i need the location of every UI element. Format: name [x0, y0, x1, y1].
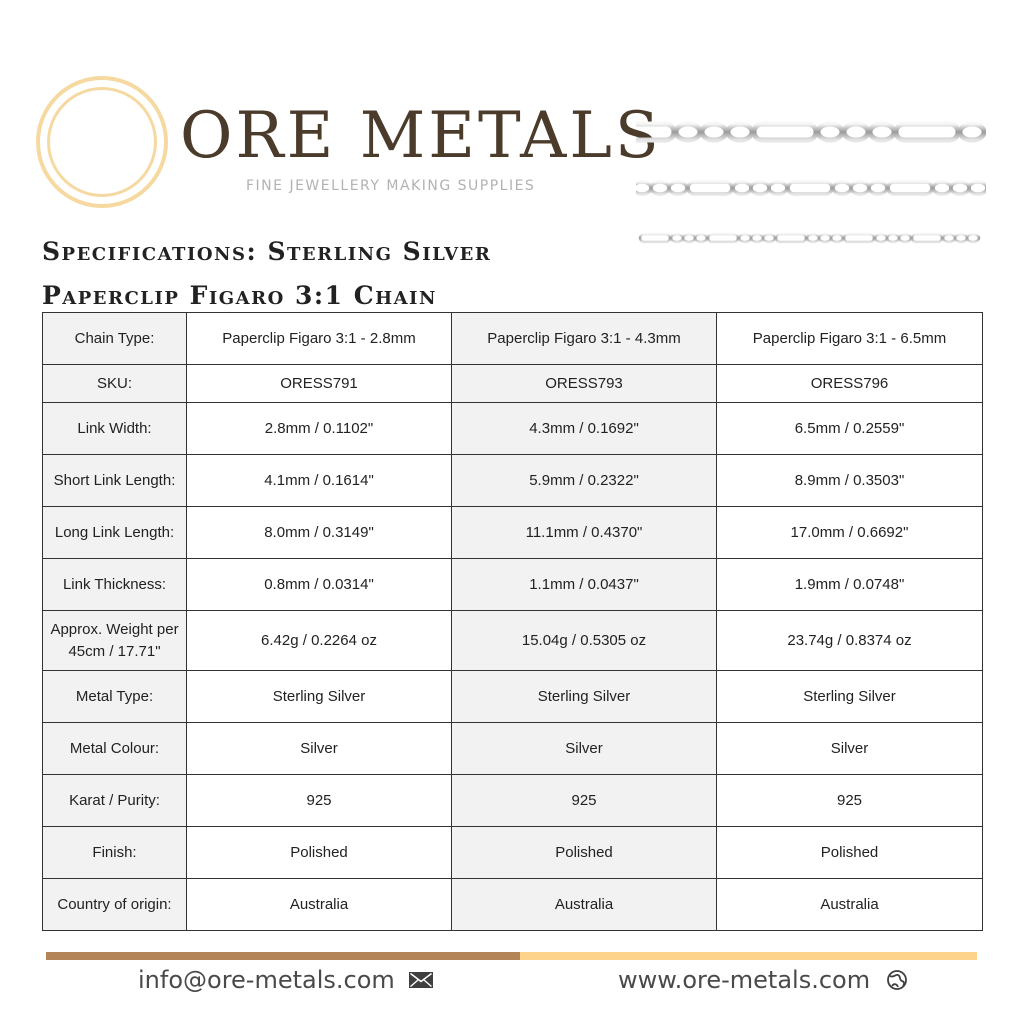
row-label: Metal Type:	[43, 671, 187, 723]
cell-value: 5.9mm / 0.2322"	[452, 455, 717, 507]
cell-value: Silver	[452, 723, 717, 775]
globe-icon	[886, 969, 908, 991]
spec-title	[42, 230, 491, 318]
cell-value: 925	[187, 775, 452, 827]
table-row-country-of-origin	[43, 879, 983, 931]
cell-value: 6.42g / 0.2264 oz	[187, 611, 452, 671]
row-label: Approx. Weight per 45cm / 17.71"	[43, 611, 187, 671]
cell-value: Polished	[717, 827, 983, 879]
cell-value: Paperclip Figaro 3:1 - 2.8mm	[187, 313, 452, 365]
brand-tagline: FINE JEWELLERY MAKING SUPPLIES	[246, 178, 536, 194]
cell-value: Paperclip Figaro 3:1 - 6.5mm	[717, 313, 983, 365]
website-link[interactable]: www.ore-metals.com	[618, 966, 871, 994]
cell-value: Silver	[717, 723, 983, 775]
spec-title-line-2: Paperclip Figaro 3:1 Chain	[42, 281, 437, 310]
cell-value: 8.9mm / 0.3503"	[717, 455, 983, 507]
cell-value: Silver	[187, 723, 452, 775]
cell-value: Australia	[187, 879, 452, 931]
row-label: Long Link Length:	[43, 507, 187, 559]
cell-value: Sterling Silver	[717, 671, 983, 723]
table-row-metal-type	[43, 671, 983, 723]
cell-value: ORESS793	[452, 365, 717, 403]
cell-value: 925	[717, 775, 983, 827]
cell-value: 1.1mm / 0.0437"	[452, 559, 717, 611]
table-row-link-width	[43, 403, 983, 455]
row-label: Karat / Purity:	[43, 775, 187, 827]
cell-value: Australia	[717, 879, 983, 931]
cell-value: ORESS791	[187, 365, 452, 403]
table-row-chain-type	[43, 313, 983, 365]
envelope-icon	[409, 972, 433, 988]
brand-name: ORE METALS	[180, 99, 662, 173]
table-row-link-thickness	[43, 559, 983, 611]
row-label: SKU:	[43, 365, 187, 403]
cell-value: 1.9mm / 0.0748"	[717, 559, 983, 611]
footer-bar-left	[46, 952, 520, 960]
cell-value: Australia	[452, 879, 717, 931]
cell-value: 23.74g / 0.8374 oz	[717, 611, 983, 671]
cell-value: 6.5mm / 0.2559"	[717, 403, 983, 455]
cell-value: Polished	[187, 827, 452, 879]
chain-product-image	[636, 110, 986, 260]
spec-table	[42, 312, 983, 931]
cell-value: Paperclip Figaro 3:1 - 4.3mm	[452, 313, 717, 365]
cell-value: 0.8mm / 0.0314"	[187, 559, 452, 611]
cell-value: 15.04g / 0.5305 oz	[452, 611, 717, 671]
cell-value: 11.1mm / 0.4370"	[452, 507, 717, 559]
cell-value: 925	[452, 775, 717, 827]
row-label: Link Width:	[43, 403, 187, 455]
footer-bar-right	[520, 952, 977, 960]
table-row-sku	[43, 365, 983, 403]
table-row-finish	[43, 827, 983, 879]
row-label: Chain Type:	[43, 313, 187, 365]
logo-ring	[36, 76, 168, 208]
cell-value: 2.8mm / 0.1102"	[187, 403, 452, 455]
cell-value: Sterling Silver	[187, 671, 452, 723]
cell-value: 4.1mm / 0.1614"	[187, 455, 452, 507]
cell-value: Polished	[452, 827, 717, 879]
row-label: Short Link Length:	[43, 455, 187, 507]
footer-email[interactable]	[138, 962, 433, 998]
row-label: Metal Colour:	[43, 723, 187, 775]
table-row-approx-weight	[43, 611, 983, 671]
footer-website[interactable]	[618, 962, 908, 998]
table-row-metal-colour	[43, 723, 983, 775]
email-link[interactable]: info@ore-metals.com	[138, 966, 395, 994]
row-label: Finish:	[43, 827, 187, 879]
cell-value: ORESS796	[717, 365, 983, 403]
spec-title-line-1: Specifications: Sterling Silver	[42, 237, 492, 266]
table-row-short-link-length	[43, 455, 983, 507]
table-row-long-link-length	[43, 507, 983, 559]
row-label: Country of origin:	[43, 879, 187, 931]
table-row-karat-purity	[43, 775, 983, 827]
cell-value: 8.0mm / 0.3149"	[187, 507, 452, 559]
cell-value: Sterling Silver	[452, 671, 717, 723]
row-label: Link Thickness:	[43, 559, 187, 611]
cell-value: 4.3mm / 0.1692"	[452, 403, 717, 455]
cell-value: 17.0mm / 0.6692"	[717, 507, 983, 559]
